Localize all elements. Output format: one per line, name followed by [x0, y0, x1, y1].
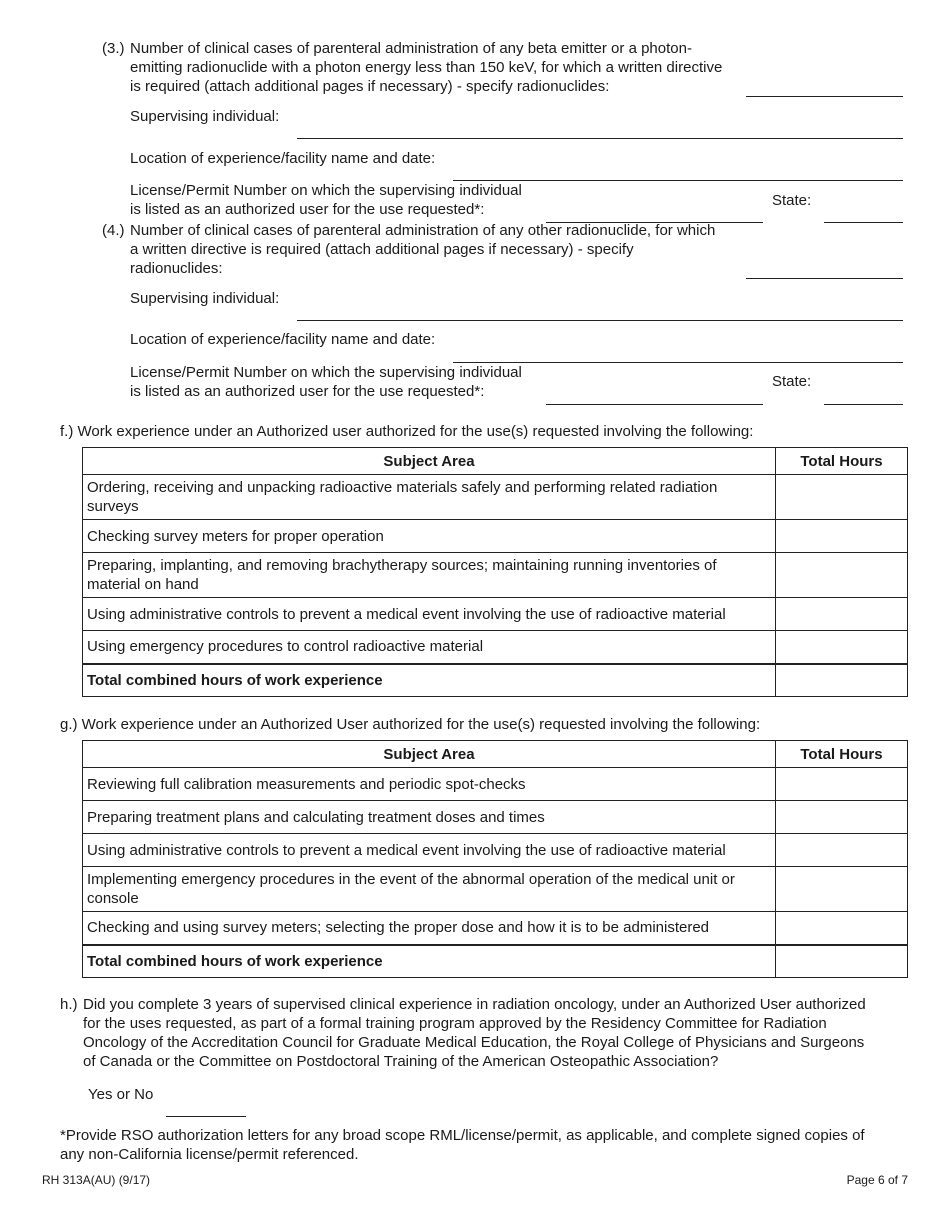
item3-number: (3.) [102, 40, 125, 57]
item4-supervising-label: Supervising individual: [130, 290, 280, 307]
item4-number: (4.) [102, 222, 125, 239]
hours-input[interactable] [776, 475, 908, 520]
hours-input[interactable] [776, 631, 908, 664]
item3-supervising-label: Supervising individual: [130, 108, 280, 125]
table-row [83, 834, 908, 867]
form-id: RH 313A(AU) (9/17) [42, 1173, 151, 1187]
subject-cell: Reviewing full calibration measurements and periodic spot-checks [83, 768, 776, 801]
item4-license-label: License/Permit Number on which the supervising individual is listed as an authorized user for the use requested*: [130, 364, 522, 400]
page-number: Page 6 of 7 [846, 1173, 908, 1187]
section-h-label: h.) [60, 996, 78, 1013]
total-label: Total combined hours of work experience [83, 664, 776, 697]
total-hours-input[interactable] [776, 945, 908, 978]
total-hours-input[interactable] [776, 664, 908, 697]
hours-input[interactable] [776, 520, 908, 553]
item3-license-label: License/Permit Number on which the supervising individual is listed as an authorized user for the use requested*: [130, 182, 522, 218]
item3-location-label: Location of experience/facility name and date: [130, 150, 436, 167]
section-g-table [82, 740, 908, 978]
table-row [83, 553, 908, 598]
subject-cell: Implementing emergency procedures in the event of the abnormal operation of the medical unit or console [83, 867, 776, 912]
subject-cell: Using emergency procedures to control radioactive material [83, 631, 776, 664]
table-header-row [83, 741, 908, 768]
table-row [83, 912, 908, 945]
subject-cell: Ordering, receiving and unpacking radioactive materials safely and performing related radiation surveys [83, 475, 776, 520]
item4-location-label: Location of experience/facility name and date: [130, 331, 436, 348]
table-row [83, 867, 908, 912]
subject-cell: Using administrative controls to prevent a medical event involving the use of radioactive material [83, 598, 776, 631]
item4-radionuclides-field[interactable] [746, 278, 903, 279]
hours-input[interactable] [776, 834, 908, 867]
subject-cell: Using administrative controls to prevent a medical event involving the use of radioactive material [83, 834, 776, 867]
section-f-heading: f.) Work experience under an Authorized user authorized for the use(s) requested involving the following: [60, 423, 754, 440]
subject-cell: Preparing treatment plans and calculating treatment doses and times [83, 801, 776, 834]
hours-input[interactable] [776, 801, 908, 834]
section-h-question: Did you complete 3 years of supervised clinical experience in radiation oncology, under an Authorized User authorized for the uses requested, as part of a formal training program approved by the Residency Committee for Radiation Oncology of the Accreditation Council for Graduate Medical Education, the Royal College of Physicians and Surgeons of Canada or the Committee on Postdoctoral Training of the American Osteopathic Association? [83, 996, 866, 1070]
yes-no-field[interactable] [166, 1116, 246, 1117]
table-total-row [83, 945, 908, 978]
column-header-hours: Total Hours [776, 448, 908, 475]
item4-state-field[interactable] [824, 404, 903, 405]
subject-cell: Checking and using survey meters; selecting the proper dose and how it is to be administered [83, 912, 776, 945]
item3-state-label: State: [772, 192, 812, 209]
table-total-row [83, 664, 908, 697]
item4-license-field[interactable] [546, 404, 763, 405]
item3-radionuclides-field[interactable] [746, 96, 903, 97]
hours-input[interactable] [776, 867, 908, 912]
column-header-subject: Subject Area [83, 448, 776, 475]
subject-cell: Checking survey meters for proper operation [83, 520, 776, 553]
item4-text: Number of clinical cases of parenteral administration of any other radionuclide, for which a written directive is required (attach additional pages if necessary) - specify radionuclides: [130, 222, 716, 277]
total-label: Total combined hours of work experience [83, 945, 776, 978]
item3-text: Number of clinical cases of parenteral administration of any beta emitter or a photon- emitting radionuclide with a photon energy less than 150 keV, for which a written directive is required (attach additional pages if necessary) - specify radionuclides: [130, 40, 723, 95]
subject-cell: Preparing, implanting, and removing brachytherapy sources; maintaining running inventories of material on hand [83, 553, 776, 598]
item3-supervising-field[interactable] [297, 138, 903, 139]
table-row [83, 520, 908, 553]
hours-input[interactable] [776, 768, 908, 801]
hours-input[interactable] [776, 553, 908, 598]
section-g-heading: g.) Work experience under an Authorized User authorized for the use(s) requested involving the following: [60, 716, 761, 733]
item4-state-label: State: [772, 373, 812, 390]
table-row [83, 598, 908, 631]
hours-input[interactable] [776, 912, 908, 945]
yes-no-label: Yes or No [88, 1086, 154, 1103]
column-header-subject: Subject Area [83, 741, 776, 768]
hours-input[interactable] [776, 598, 908, 631]
table-row [83, 475, 908, 520]
item3-state-field[interactable] [824, 222, 903, 223]
footnote: *Provide RSO authorization letters for any broad scope RML/license/permit, as applicable, and complete signed copies of any non-California license/permit referenced. [60, 1127, 865, 1163]
item4-supervising-field[interactable] [297, 320, 903, 321]
section-f-table [82, 447, 908, 697]
column-header-hours: Total Hours [776, 741, 908, 768]
table-row [83, 768, 908, 801]
table-row [83, 801, 908, 834]
table-header-row [83, 448, 908, 475]
table-row [83, 631, 908, 664]
